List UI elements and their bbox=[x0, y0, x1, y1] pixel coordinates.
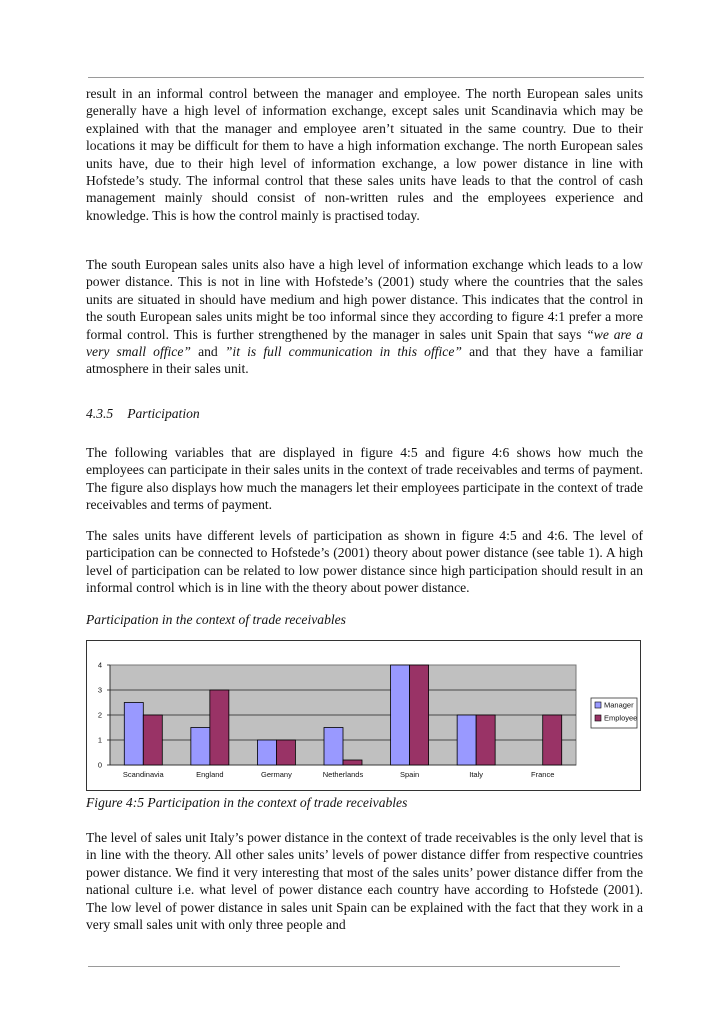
paragraph-text: and bbox=[190, 344, 225, 360]
x-tick-label: Germany bbox=[261, 770, 292, 779]
section-number: 4.3.5 bbox=[86, 406, 114, 421]
bar-manager-germany bbox=[257, 740, 276, 765]
bar-employee-germany bbox=[276, 740, 295, 765]
x-tick-label: England bbox=[196, 770, 224, 779]
paragraph-participation-intro: The following variables that are displayed in figure 4:5 and figure 4:6 shows how much the employees can participate in their sales units in the context of trade receivables and terms of payment. The figure also displays how much the managers let their employees participate in the context of trade receivables and terms of payment. bbox=[86, 445, 643, 513]
paragraph-text: The south European sales units also have a high level of information exchange which leads to a low power distance. This is not in line with Hofstede’s (2001) study where the countries that the sales units are situated in should have medium and high power distance. This indicates that the control in the south European sales units might be too informal since they according to figure 4:1 prefer a more formal control. This is further strengthened by the manager in sales unit Spain that says bbox=[86, 257, 643, 342]
y-tick-label: 3 bbox=[97, 685, 102, 695]
bar-manager-scandinavia bbox=[124, 703, 143, 766]
x-tick-label: Spain bbox=[399, 770, 420, 779]
footer-rule bbox=[88, 966, 620, 967]
participation-chart bbox=[86, 640, 641, 791]
chart-canvas bbox=[87, 641, 640, 790]
bar-employee-england bbox=[210, 690, 229, 765]
legend-swatch-employee bbox=[595, 715, 601, 721]
bar-employee-italy bbox=[476, 715, 495, 765]
y-tick-label: 0 bbox=[97, 760, 102, 770]
quote-full-communication: ”it is full communication in this office” bbox=[224, 344, 462, 360]
x-tick-label: France bbox=[531, 770, 555, 779]
y-tick-label: 4 bbox=[97, 660, 102, 670]
chart-legend bbox=[591, 698, 637, 728]
x-tick-label: Italy bbox=[469, 770, 484, 779]
paragraph-text: and that they have a familiar atmosphere in their sales unit. bbox=[86, 344, 643, 377]
legend-label-manager: Manager bbox=[604, 700, 634, 710]
paragraph-power-distance-north: result in an informal control between the manager and employee. The north European sales units generally have a high level of information exchange, except sales unit Scandinavia which may be explained with that the manager and employee aren’t situated in the same country. Due to their locations it may be difficult for them to have a high information exchange. The north European sales units have, due to their high level of information exchange, a low power distance in line with Hofstede’s study. The informal control that these sales units have leads to that the control of cash management mainly should consist of non-written rules and the employees experience and knowledge. This is how the control mainly is practised today. bbox=[86, 86, 643, 223]
x-tick-label: Scandinavia bbox=[122, 770, 164, 779]
bar-manager-spain bbox=[391, 665, 410, 765]
chart-title: Participation in the context of trade receivables bbox=[86, 612, 346, 627]
legend-swatch-manager bbox=[595, 702, 601, 708]
y-tick-label: 1 bbox=[97, 735, 102, 745]
section-heading bbox=[86, 406, 200, 422]
y-tick-label: 2 bbox=[97, 710, 102, 720]
bar-employee-france bbox=[543, 715, 562, 765]
paragraph-power-distance-south bbox=[86, 256, 643, 378]
figure-caption: Figure 4:5 Participation in the context of trade receivables bbox=[86, 795, 408, 810]
x-tick-label: Netherlands bbox=[322, 770, 364, 779]
legend-label-employee: Employee bbox=[604, 713, 638, 723]
bar-employee-spain bbox=[410, 665, 429, 765]
section-title: Participation bbox=[127, 406, 200, 421]
bar-manager-italy bbox=[457, 715, 476, 765]
bar-employee-scandinavia bbox=[143, 715, 162, 765]
paragraph-italy-power-distance: The level of sales unit Italy’s power distance in the context of trade receivables is the only level that is in line with the theory. All other sales units’ levels of power distance differ from respective countries power distance. We find it very interesting that most of the sales units’ power distance differ from the national culture i.e. what level of power distance each country have according to Hofstede (2001). The low level of power distance in sales unit Spain can be explained with the fact that they work in a very small sales unit with only three people and bbox=[86, 830, 643, 933]
quote-small-office: “we are a very small office” bbox=[86, 326, 643, 360]
paragraph-participation-levels: The sales units have different levels of participation as shown in figure 4:5 and 4:6. The level of participation can be connected to Hofstede’s (2001) theory about power distance (see table 1). A high level of participation can be related to low power distance since high participation should result in an informal control which is in line with the theory about power distance. bbox=[86, 528, 643, 596]
bar-employee-netherlands bbox=[343, 760, 362, 765]
bar-manager-netherlands bbox=[324, 728, 343, 766]
bar-manager-england bbox=[191, 728, 210, 766]
header-rule bbox=[88, 77, 644, 78]
